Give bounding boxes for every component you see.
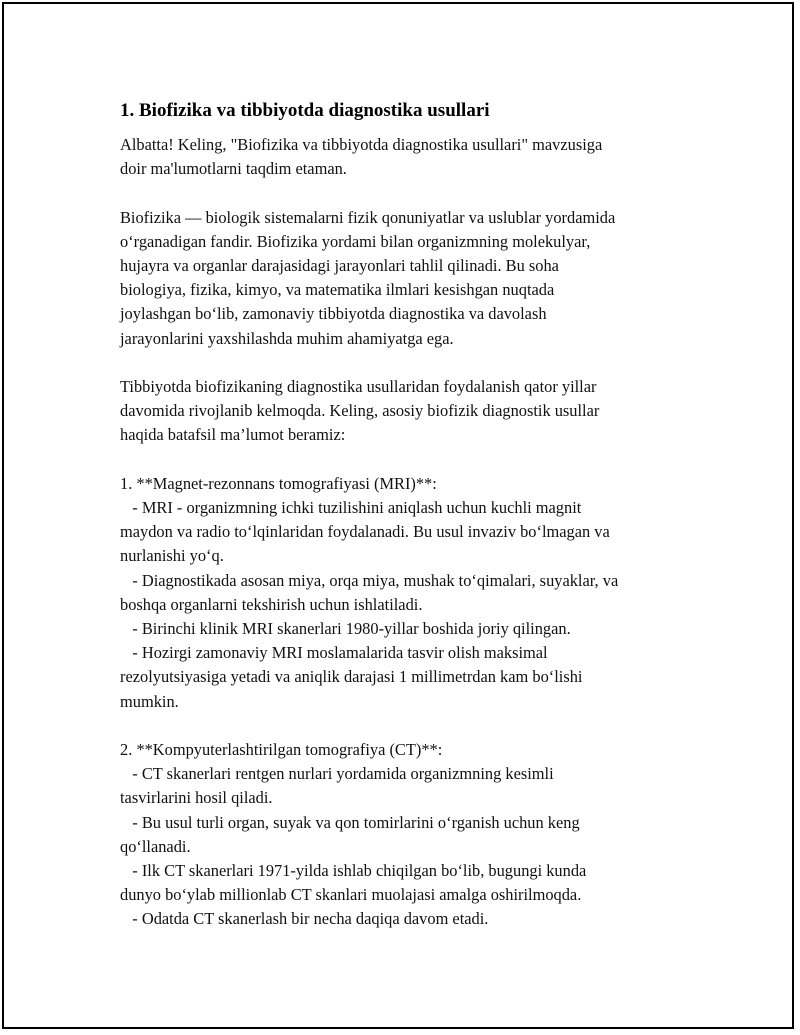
paragraph-gap (120, 448, 710, 472)
document-body (120, 98, 710, 932)
paragraph-diagnostika-overview: Tibbiyotda biofizikaning diagnostika usullaridan foydalanish qator yillar davomida rivojlanib kelmoqda. Keling, asosiy biofizik diagnostik usullar haqida batafsil ma’lumot beramiz: (120, 377, 600, 445)
document-title: 1. Biofizika va tibbiyotda diagnostika usullari (120, 100, 490, 121)
paragraph-gap (120, 351, 710, 375)
paragraph-gap (120, 181, 710, 205)
document-page (2, 2, 794, 1029)
paragraph-intro: Albatta! Keling, "Biofizika va tibbiyotda diagnostika usullari" mavzusiga doir ma'lumotlarni taqdim etaman. (120, 135, 603, 179)
paragraph-biofizika-definition: Biofizika — biologik sistemalarni fizik qonuniyatlar va uslublar yordamida o‘rganadigan fandir. Biofizika yordami bilan organizmning molekulyar, hujayra va organlar darajasidagi jarayonlari tahlil qilinadi. Bu soha biologiya, fizika, kimyo, va matematika ilmlari kesishgan nuqtada joylashgan bo‘lib, zamonaviy tibbiyotda diagnostika va davolash jarayonlarini yaxshilashda muhim ahamiyatga ega. (120, 207, 616, 348)
paragraph-gap (120, 714, 710, 738)
section-ct: 2. **Kompyuterlashtirilgan tomografiya (CT)**: - CT skanerlari rentgen nurlari yordamida organizmning kesimli tasvirlarini hosil qiladi. - Bu usul turli organ, suyak va qon tomirlarini o‘rganish uchun keng qo‘llanadi. - Ilk CT skanerlari 1971-yilda ishlab chiqilgan bo‘lib, bugungi kunda dunyo bo‘ylab millionlab CT skanlari muolajasi amalga oshirilmoqda. - Odatda CT skanerlash bir necha daqiqa davom etadi. (120, 740, 587, 929)
section-mri: 1. **Magnet-rezonnans tomografiyasi (MRI)**: - MRI - organizmning ichki tuzilishini aniqlash uchun kuchli magnit maydon va radio to‘lqinlaridan foydalanadi. Bu usul invaziv bo‘lmagan va nurlanishi yo‘q. - Diagnostikada asosan miya, orqa miya, mushak to‘qimalari, suyaklar, va boshqa organlarni tekshirish uchun ishlatiladi. - Birinchi klinik MRI skanerlari 1980-yillar boshida joriy qilingan. - Hozirgi zamonaviy MRI moslamalarida tasvir olish maksimal rezolyutsiyasiga yetadi va aniqlik darajasi 1 millimetrdan kam bo‘lishi mumkin. (120, 473, 619, 711)
